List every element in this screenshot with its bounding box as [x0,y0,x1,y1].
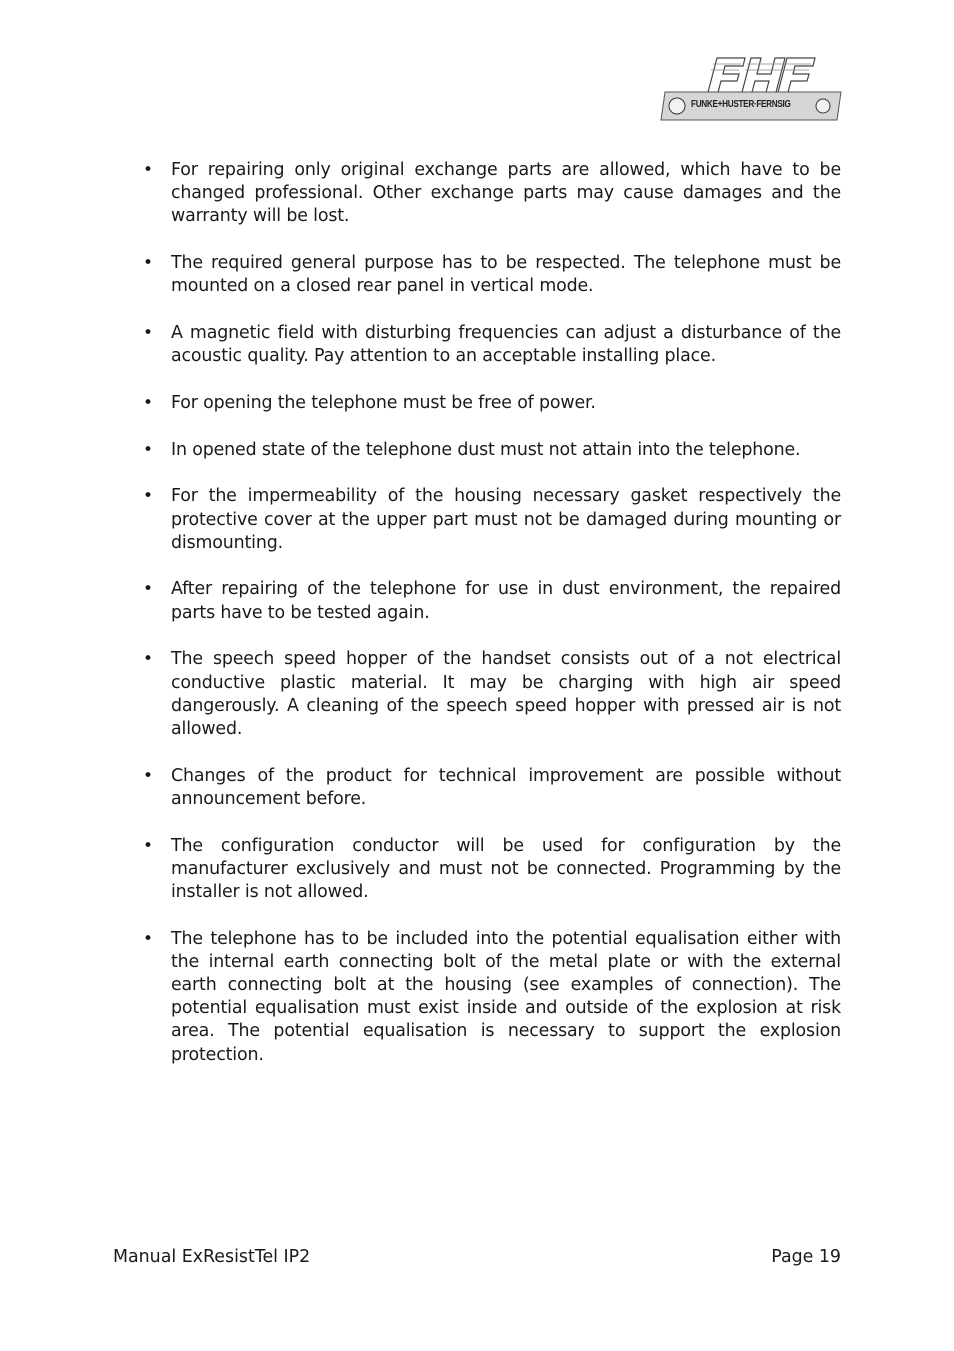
list-item [140,485,841,555]
item-text: In opened state of the telephone dust must not attain into the telephone. [171,439,801,460]
list-item [140,765,841,811]
item-text: Changes of the product for technical improvement are possible without announcement before. [171,765,841,809]
bullet-icon: • [143,579,153,600]
list-item [140,835,841,905]
bullet-icon: • [143,835,153,856]
list-item [140,928,841,1067]
logo-wordmark: FUNKE+HUSTER·FERNSIG [691,98,791,110]
list-item [140,392,841,415]
bullet-icon: • [143,323,153,344]
list-item [140,648,841,741]
item-text: For the impermeability of the housing necessary gasket respectively the protective cover at the upper part must not be damaged during mounting or dismounting. [171,486,841,553]
company-logo [659,54,843,124]
safety-instructions-list [140,159,841,1090]
item-text: A magnetic field with disturbing frequencies can adjust a disturbance of the acoustic quality. Pay attention to an acceptable installing place. [171,323,841,367]
bullet-icon: • [143,253,153,274]
list-item [140,252,841,298]
item-text: The speech speed hopper of the handset consists out of a not electrical conductive plastic material. It may be charging with high air speed dangerously. A cleaning of the speech speed hopper with pressed air is not allowed. [171,649,841,739]
bullet-icon: • [143,160,153,180]
item-text: After repairing of the telephone for use in dust environment, the repaired parts have to be tested again. [171,579,841,623]
list-item [140,322,841,368]
footer-page-number: Page 19 [771,1247,841,1267]
item-text: For repairing only original exchange parts are allowed, which have to be changed professional. Other exchange parts may cause damages and the warranty will be lost. [171,160,841,227]
item-text: For opening the telephone must be free of power. [171,392,596,413]
bullet-icon: • [143,928,153,949]
bullet-icon: • [143,765,153,786]
list-item [140,578,841,624]
list-item [140,439,841,462]
footer-document-title: Manual ExResistTel IP2 [113,1247,311,1267]
list-item [140,159,841,229]
bullet-icon: • [143,486,153,507]
item-text: The configuration conductor will be used for configuration by the manufacturer exclusively and must not be connected. Programming by the installer is not allowed. [171,835,841,902]
bullet-icon: • [143,392,153,413]
bullet-icon: • [143,649,153,670]
fhf-logo-graphic [659,54,843,124]
item-text: The telephone has to be included into the potential equalisation either with the internal earth connecting bolt of the metal plate or with the external earth connecting bolt at the housing (see examples of connection). The potential equalisation must exist inside and outside of the explosion at risk area. The potential equalisation is necessary to support the explosion protection. [171,928,841,1065]
item-text: The required general purpose has to be respected. The telephone must be mounted on a closed rear panel in vertical mode. [171,253,841,297]
bullet-icon: • [143,439,153,460]
